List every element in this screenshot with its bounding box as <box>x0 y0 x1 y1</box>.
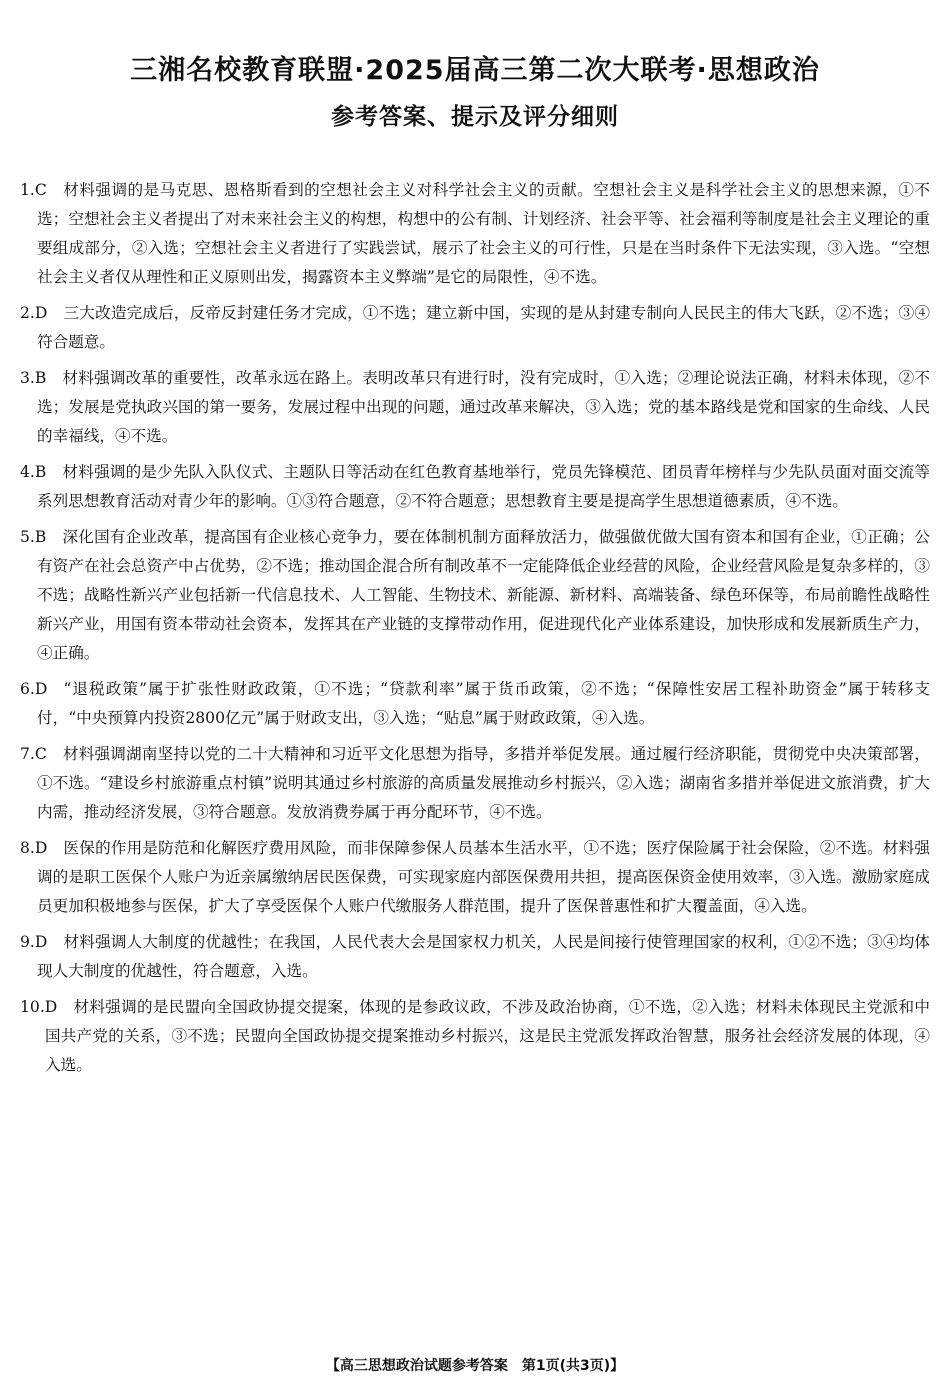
answer-number: 4.B <box>20 463 47 481</box>
answer-text: 材料强调的是民盟向全国政协提交提案，体现的是参政议政，不涉及政治协商，①不选，②入选；材料未体现民主党派和中国共产党的关系，③不选；民盟向全国政协提交提案推动乡村振兴，这是民主党派发挥政治智慧，服务社会经济发展的体现，④入选。 <box>45 998 930 1074</box>
answer-item-3 <box>20 364 930 451</box>
page-subtitle: 参考答案、提示及评分细则 <box>331 104 619 130</box>
answer-number: 8.D <box>20 839 48 857</box>
answer-text: “退税政策”属于扩张性财政政策，①不选；“贷款利率”属于货币政策，②不选；“保障性安居工程补助资金”属于转移支付，“中央预算内投资2800亿元”属于财政支出，③入选；“贴息”属于财政政策，④入选。 <box>37 680 930 727</box>
answer-item-2 <box>20 299 930 357</box>
answer-number: 9.D <box>20 933 48 951</box>
answer-text: 三大改造完成后，反帝反封建任务才完成，①不选；建立新中国，实现的是从封建专制向人民民主的伟大飞跃，②不选；③④符合题意。 <box>37 304 930 351</box>
answer-list <box>20 176 930 1080</box>
answer-item-6 <box>20 675 930 733</box>
answer-text: 深化国有企业改革，提高国有企业核心竞争力，要在体制机制方面释放活力，做强做优做大国有资本和国有企业，①正确；公有资产在社会总资产中占优势，②不选；推动国企混合所有制改革不一定能降低企业经营的风险，企业经营风险是复杂多样的，③不选；战略性新兴产业包括新一代信息技术、人工智能、生物技术、新能源、新材料、高端装备、绿色环保等，布局前瞻性战略性新兴产业，用国有资本带动社会资本，发挥其在产业链的支撑带动作用，促进现代化产业体系建设，加快形成和发展新质生产力，④正确。 <box>37 528 930 662</box>
answer-text: 材料强调改革的重要性，改革永远在路上。表明改革只有进行时，没有完成时，①入选；②理论说法正确，材料未体现，②不选；发展是党执政兴国的第一要务，发展过程中出现的问题，通过改革来解决，③入选；党的基本路线是党和国家的生命线、人民的幸福线，④不选。 <box>37 369 930 445</box>
answer-number: 1.C <box>20 181 47 199</box>
answer-text: 材料强调的是马克思、恩格斯看到的空想社会主义对科学社会主义的贡献。空想社会主义是科学社会主义的思想来源，①不选；空想社会主义者提出了对未来社会主义的构想，构想中的公有制、计划经济、社会平等、社会福利等制度是社会主义理论的重要组成部分，②入选；空想社会主义者进行了实践尝试，展示了社会主义的可行性，只是在当时条件下无法实现，③入选。“空想社会主义者仅从理性和正义原则出发，揭露资本主义弊端”是它的局限性，④不选。 <box>37 181 930 286</box>
answer-item-4 <box>20 458 930 516</box>
answer-text: 材料强调人大制度的优越性；在我国，人民代表大会是国家权力机关，人民是间接行使管理国家的权利，①②不选；③④均体现人大制度的优越性，符合题意，入选。 <box>37 933 930 980</box>
page-footer: 【高三思想政治试题参考答案 第1页(共3页)】 <box>325 1358 625 1374</box>
answer-number: 5.B <box>20 528 47 546</box>
answer-number: 10.D <box>20 998 58 1016</box>
answer-number: 2.D <box>20 304 48 322</box>
answer-item-7 <box>20 740 930 827</box>
answer-text: 医保的作用是防范和化解医疗费用风险，而非保障参保人员基本生活水平，①不选；医疗保险属于社会保险，②不选。材料强调的是职工医保个人账户为近亲属缴纳居民医保费，可实现家庭内部医保费用共担，提高医保资金使用效率，③入选。激励家庭成员更加积极地参与医保，扩大了享受医保个人账户代缴服务人群范围，提升了医保普惠性和扩大覆盖面，④入选。 <box>37 839 930 915</box>
answer-item-10 <box>20 993 930 1080</box>
answer-item-8 <box>20 834 930 921</box>
answer-number: 7.C <box>20 745 47 763</box>
answer-item-9 <box>20 928 930 986</box>
page-title: 三湘名校教育联盟·2025届高三第二次大联考·思想政治 <box>130 55 820 86</box>
answer-number: 6.D <box>20 680 48 698</box>
answer-text: 材料强调湖南坚持以党的二十大精神和习近平文化思想为指导，多措并举促发展。通过履行经济职能，贯彻党中央决策部署，①不选。“建设乡村旅游重点村镇”说明其通过乡村旅游的高质量发展推动乡村振兴，②入选；湖南省多措并举促进文旅消费，扩大内需，推动经济发展，③符合题意。发放消费券属于再分配环节，④不选。 <box>37 745 930 821</box>
answer-number: 3.B <box>20 369 47 387</box>
answer-text: 材料强调的是少先队入队仪式、主题队日等活动在红色教育基地举行，党员先锋模范、团员青年榜样与少先队员面对面交流等系列思想教育活动对青少年的影响。①③符合题意，②不符合题意；思想教育主要是提高学生思想道德素质，④不选。 <box>37 463 930 510</box>
answer-item-5 <box>20 523 930 668</box>
answer-item-1 <box>20 176 930 292</box>
